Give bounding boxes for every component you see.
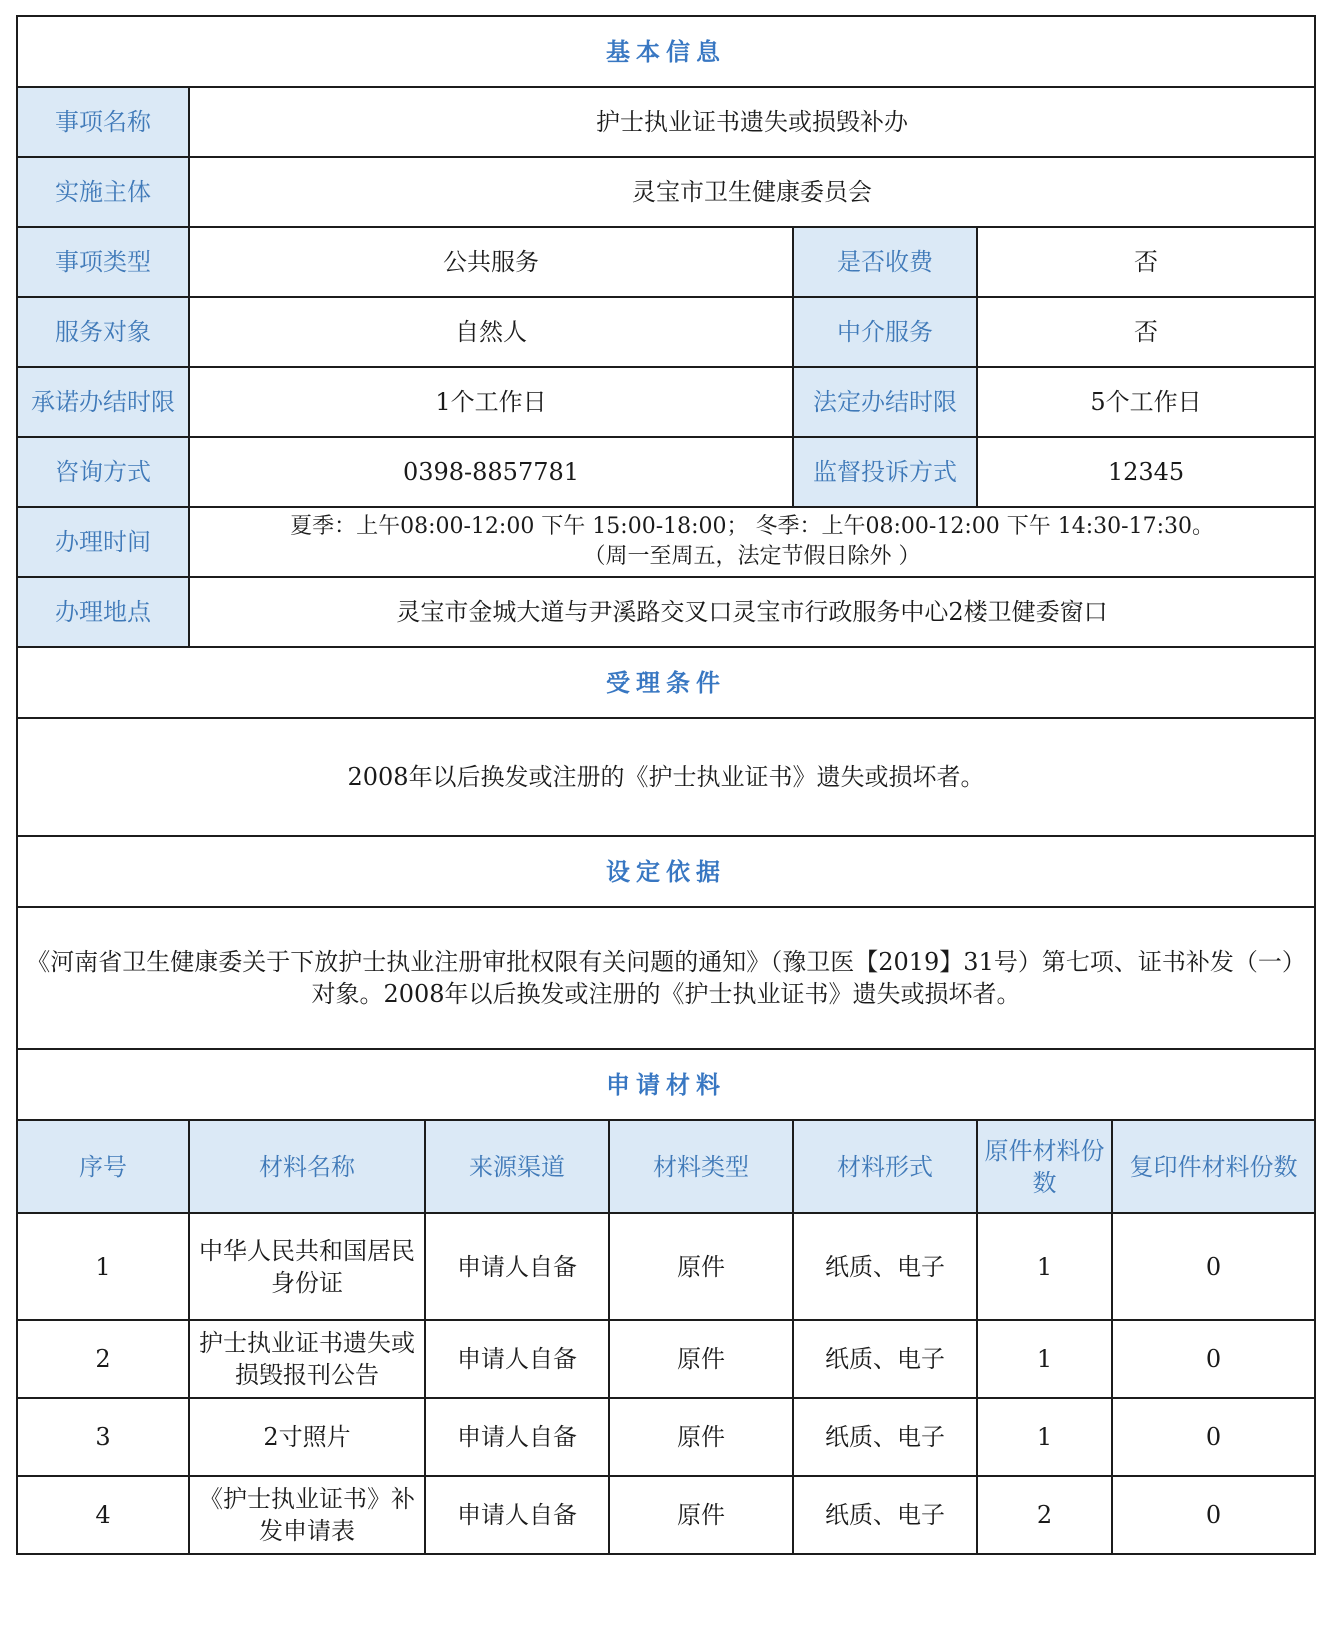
conditions-text: 2008年以后换发或注册的《护士执业证书》遗失或损坏者。 [17,718,1315,836]
header-no: 序号 [17,1120,189,1213]
location-row [17,577,1315,647]
service-guide [16,15,1314,1555]
material-form: 纸质、电子 [793,1398,977,1476]
service-target-value: 自然人 [189,297,793,367]
material-type: 原件 [609,1476,793,1554]
implementer-row [17,157,1315,227]
material-name: 护士执业证书遗失或损毁报刊公告 [189,1320,425,1398]
fee-label: 是否收费 [793,227,977,297]
material-type: 原件 [609,1320,793,1398]
service-target-row [17,297,1315,367]
basis-section-title: 设定依据 [17,836,1315,907]
header-type: 材料类型 [609,1120,793,1213]
table-row [17,1398,1315,1476]
material-source: 申请人自备 [425,1476,609,1554]
material-original-count: 1 [977,1320,1112,1398]
basis-text-row [17,907,1315,1049]
contact-row [17,437,1315,507]
header-form: 材料形式 [793,1120,977,1213]
material-no: 1 [17,1213,189,1320]
header-copy-count: 复印件材料份数 [1112,1120,1315,1213]
materials-header-row [17,1120,1315,1213]
material-form: 纸质、电子 [793,1476,977,1554]
material-type: 原件 [609,1213,793,1320]
material-original-count: 1 [977,1398,1112,1476]
material-form: 纸质、电子 [793,1320,977,1398]
consult-label: 咨询方式 [17,437,189,507]
material-no: 4 [17,1476,189,1554]
basic-section-title: 基本信息 [17,16,1315,87]
material-form: 纸质、电子 [793,1213,977,1320]
material-no: 2 [17,1320,189,1398]
basis-text: 《河南省卫生健康委关于下放护士执业注册审批权限有关问题的通知》（豫卫医【2019】31号）第七项、证书补发（一）对象。2008年以后换发或注册的《护士执业证书》遗失或损坏者。 [17,907,1315,1049]
implementer-value: 灵宝市卫生健康委员会 [189,157,1315,227]
service-guide-table [16,15,1316,1555]
time-limit-row [17,367,1315,437]
item-name-row [17,87,1315,157]
consult-value: 0398-8857781 [189,437,793,507]
table-row [17,1320,1315,1398]
material-original-count: 2 [977,1476,1112,1554]
material-name: 《护士执业证书》补发申请表 [189,1476,425,1554]
material-source: 申请人自备 [425,1213,609,1320]
conditions-text-row [17,718,1315,836]
fee-value: 否 [977,227,1315,297]
promised-limit-label: 承诺办结时限 [17,367,189,437]
header-name: 材料名称 [189,1120,425,1213]
complaint-label: 监督投诉方式 [793,437,977,507]
implementer-label: 实施主体 [17,157,189,227]
hours-row [17,507,1315,577]
header-original-count: 原件材料份数 [977,1120,1112,1213]
materials-section-row [17,1049,1315,1120]
item-type-value: 公共服务 [189,227,793,297]
material-name: 2寸照片 [189,1398,425,1476]
hours-line-2: （周一至周五，法定节假日除外 ） [583,544,921,569]
material-copy-count: 0 [1112,1213,1315,1320]
location-label: 办理地点 [17,577,189,647]
item-type-label: 事项类型 [17,227,189,297]
table-row [17,1213,1315,1320]
material-original-count: 1 [977,1213,1112,1320]
material-copy-count: 0 [1112,1476,1315,1554]
hours-value [189,507,1315,577]
conditions-section-row [17,647,1315,718]
hours-label: 办理时间 [17,507,189,577]
item-type-row [17,227,1315,297]
material-name: 中华人民共和国居民身份证 [189,1213,425,1320]
item-name-value: 护士执业证书遗失或损毁补办 [189,87,1315,157]
agency-label: 中介服务 [793,297,977,367]
promised-limit-value: 1个工作日 [189,367,793,437]
material-type: 原件 [609,1398,793,1476]
conditions-section-title: 受理条件 [17,647,1315,718]
hours-line-1: 夏季：上午08:00-12:00 下午 15:00-18:00； 冬季：上午08:00-12:00 下午 14:30-17:30。 [290,514,1214,539]
item-name-label: 事项名称 [17,87,189,157]
material-no: 3 [17,1398,189,1476]
complaint-value: 12345 [977,437,1315,507]
material-copy-count: 0 [1112,1320,1315,1398]
material-source: 申请人自备 [425,1398,609,1476]
basis-section-row [17,836,1315,907]
legal-limit-value: 5个工作日 [977,367,1315,437]
service-target-label: 服务对象 [17,297,189,367]
materials-section-title: 申请材料 [17,1049,1315,1120]
table-row [17,1476,1315,1554]
agency-value: 否 [977,297,1315,367]
location-value: 灵宝市金城大道与尹溪路交叉口灵宝市行政服务中心2楼卫健委窗口 [189,577,1315,647]
material-source: 申请人自备 [425,1320,609,1398]
basic-section-row [17,16,1315,87]
legal-limit-label: 法定办结时限 [793,367,977,437]
header-source: 来源渠道 [425,1120,609,1213]
material-copy-count: 0 [1112,1398,1315,1476]
